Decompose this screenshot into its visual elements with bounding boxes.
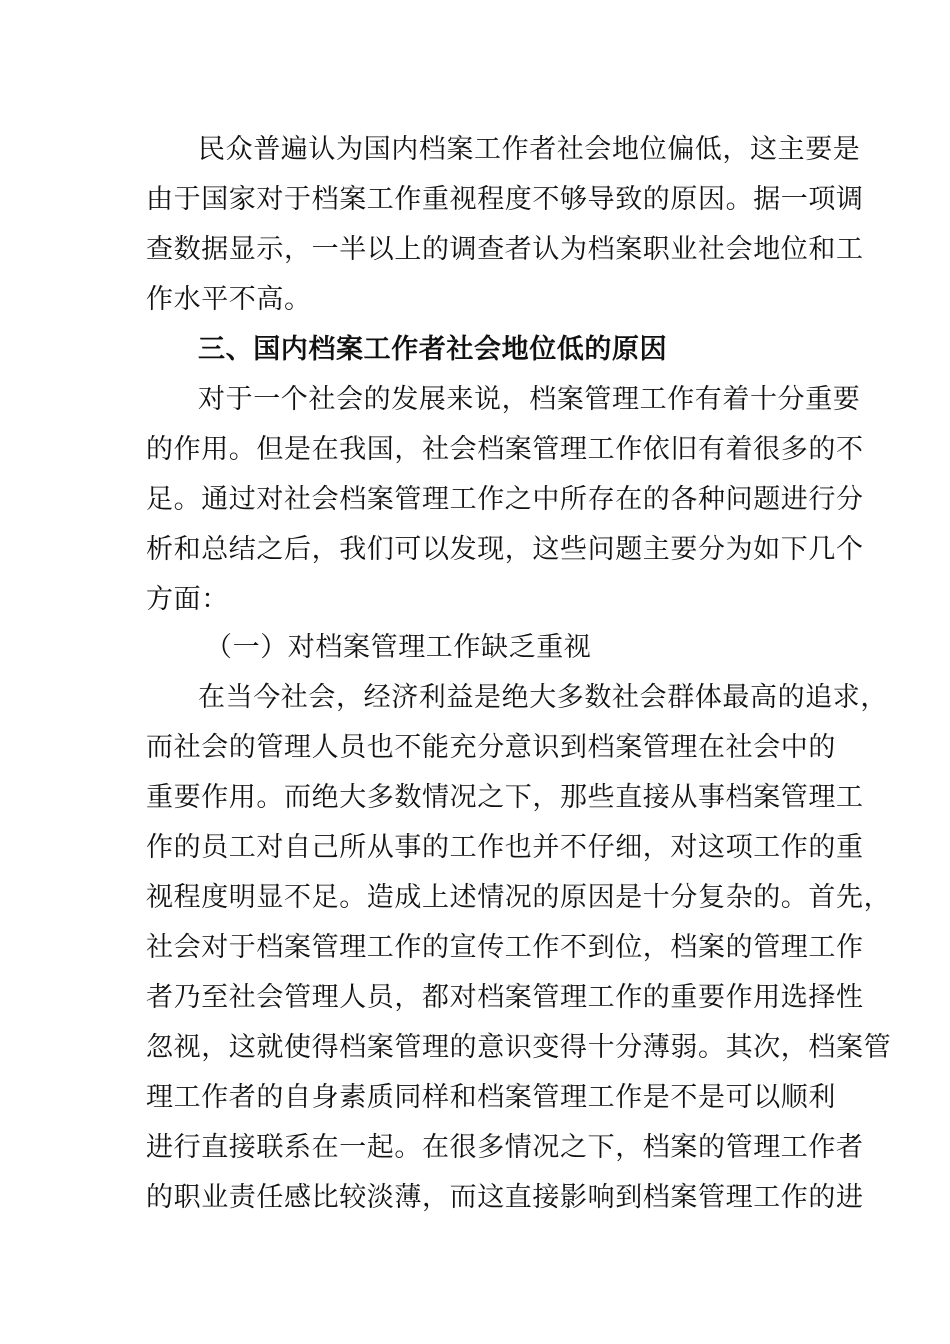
paragraph-3-line-4: 作的员工对自己所从事的工作也并不仔细，对这项工作的重 — [146, 832, 864, 863]
paragraph-2-line-4: 析和总结之后，我们可以发现，这些问题主要分为如下几个 — [146, 534, 864, 565]
paragraph-3-line-8: 忽视，这就使得档案管理的意识变得十分薄弱。其次，档案管 — [146, 1032, 892, 1063]
paragraph-2-line-2: 的作用。但是在我国，社会档案管理工作依旧有着很多的不 — [146, 434, 864, 465]
paragraph-3-line-6: 社会对于档案管理工作的宣传工作不到位，档案的管理工作 — [146, 932, 864, 963]
paragraph-1-line-4: 作水平不高。 — [146, 284, 312, 315]
paragraph-3-line-9: 理工作者的自身素质同样和档案管理工作是不是可以顺利 — [146, 1082, 836, 1113]
subheading: （一）对档案管理工作缺乏重视 — [205, 632, 592, 663]
section-heading: 三、国内档案工作者社会地位低的原因 — [198, 334, 668, 365]
paragraph-2-line-1: 对于一个社会的发展来说，档案管理工作有着十分重要 — [198, 384, 861, 415]
paragraph-3-line-10: 进行直接联系在一起。在很多情况之下，档案的管理工作者 — [146, 1132, 864, 1163]
paragraph-3-line-11: 的职业责任感比较淡薄，而这直接影响到档案管理工作的进 — [146, 1182, 864, 1213]
paragraph-2-line-5: 方面： — [146, 584, 229, 615]
paragraph-1-line-3: 查数据显示，一半以上的调查者认为档案职业社会地位和工 — [146, 234, 864, 265]
paragraph-3-line-7: 者乃至社会管理人员，都对档案管理工作的重要作用选择性 — [146, 982, 864, 1013]
paragraph-3-line-5: 视程度明显不足。造成上述情况的原因是十分复杂的。首先， — [146, 882, 892, 913]
paragraph-3-line-3: 重要作用。而绝大多数情况之下，那些直接从事档案管理工 — [146, 782, 864, 813]
paragraph-1-line-2: 由于国家对于档案工作重视程度不够导致的原因。据一项调 — [146, 184, 864, 215]
paragraph-1-line-1: 民众普遍认为国内档案工作者社会地位偏低，这主要是 — [198, 134, 861, 165]
paragraph-3-line-2: 而社会的管理人员也不能充分意识到档案管理在社会中的 — [146, 732, 836, 763]
paragraph-3-line-1: 在当今社会，经济利益是绝大多数社会群体最高的追求， — [198, 682, 888, 713]
paragraph-2-line-3: 足。通过对社会档案管理工作之中所存在的各种问题进行分 — [146, 484, 864, 515]
